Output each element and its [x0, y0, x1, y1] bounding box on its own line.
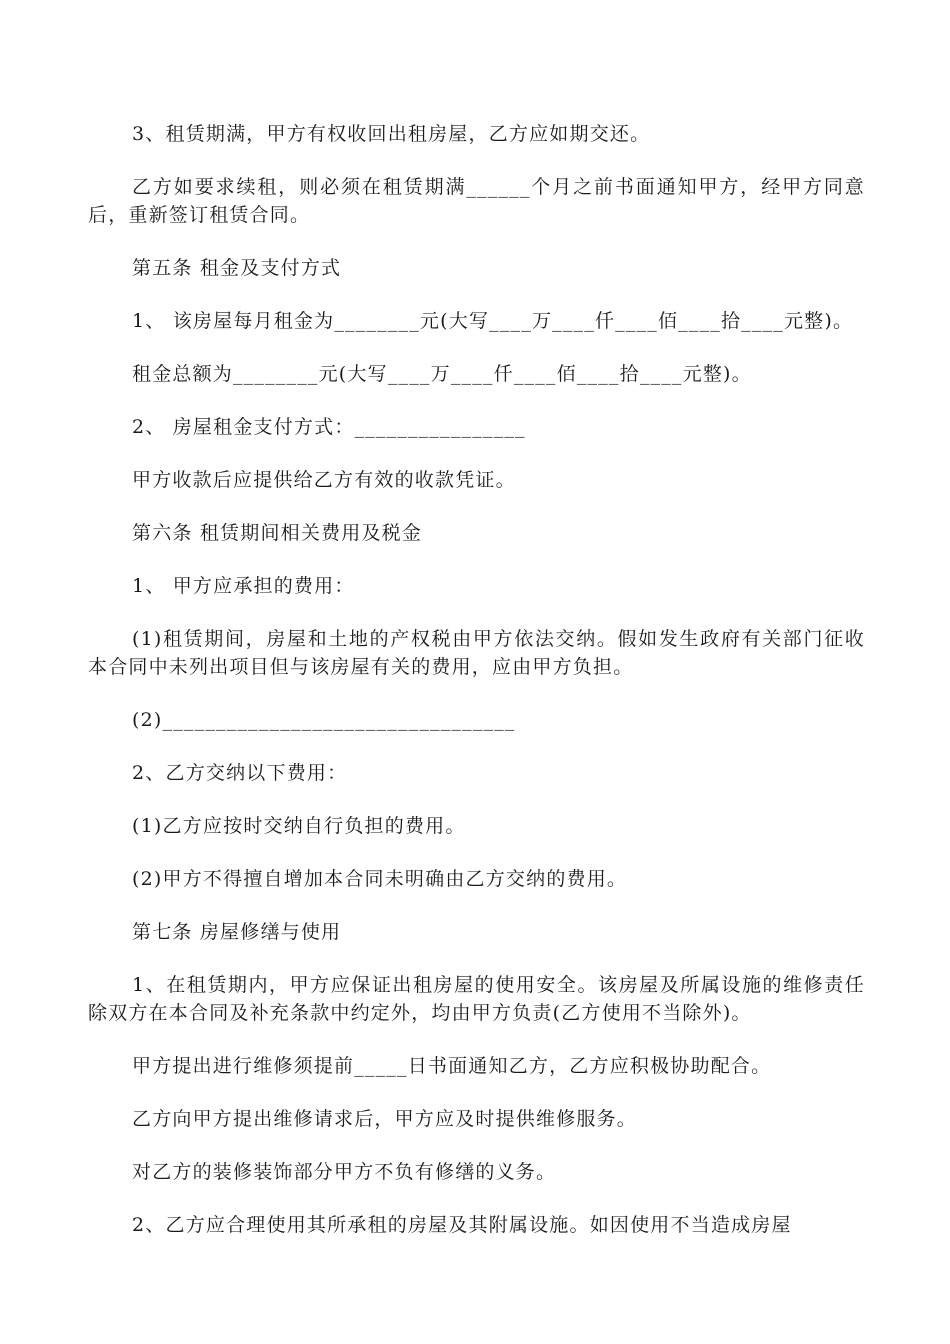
- repair-service: 乙方向甲方提出维修请求后，甲方应及时提供维修服务。: [132, 1108, 638, 1130]
- article-7-heading: 第七条 房屋修缮与使用: [132, 921, 342, 943]
- clause-6-1: 1、 甲方应承担的费用：: [132, 575, 355, 597]
- clause-7-1: 1、在租赁期内，甲方应保证出租房屋的使用安全。该房屋及所属设施的维修责任除双方在本合同及补充条款中约定外，均由甲方负责(乙方使用不当除外)。: [88, 974, 865, 1024]
- clause-6-1-1: (1)租赁期间，房屋和土地的产权税由甲方依法交纳。假如发生政府有关部门征收本合同中未列出项目但与该房屋有关的费用，应由甲方负担。: [88, 628, 865, 678]
- clause-6-2-1: (1)乙方应按时交纳自行负担的费用。: [132, 815, 466, 837]
- clause-4-3: 3、租赁期满，甲方有权收回出租房屋，乙方应如期交还。: [132, 123, 651, 145]
- article-5-heading: 第五条 租金及支付方式: [132, 257, 342, 279]
- clause-5-2: 2、 房屋租金支付方式：________________: [132, 416, 526, 438]
- repair-notice: 甲方提出进行维修须提前_____日书面通知乙方，乙方应积极协助配合。: [132, 1055, 772, 1077]
- clause-7-2: 2、乙方应合理使用其所承租的房屋及其附属设施。如因使用不当造成房屋: [132, 1214, 792, 1236]
- receipt-note: 甲方收款后应提供给乙方有效的收款凭证。: [132, 469, 516, 491]
- article-6-heading: 第六条 租赁期间相关费用及税金: [132, 522, 423, 544]
- renewal-notice: 乙方如要求续租，则必须在租赁期满______个月之前书面通知甲方，经甲方同意后，重新签订租赁合同。: [88, 176, 865, 226]
- clause-6-2-2: (2)甲方不得擅自增加本合同未明确由乙方交纳的费用。: [132, 868, 628, 890]
- clause-6-2: 2、乙方交纳以下费用：: [132, 762, 348, 784]
- clause-5-1: 1、 该房屋每月租金为________元(大写____万____仟____佰____拾____元整)。: [132, 310, 854, 332]
- total-rent: 租金总额为________元(大写____万____仟____佰____拾____元整)。: [132, 363, 752, 385]
- clause-6-1-2: (2)_________________________________: [132, 709, 516, 731]
- document-page: [88, 120, 865, 1264]
- decoration-note: 对乙方的装修装饰部分甲方不负有修缮的义务。: [132, 1161, 557, 1183]
